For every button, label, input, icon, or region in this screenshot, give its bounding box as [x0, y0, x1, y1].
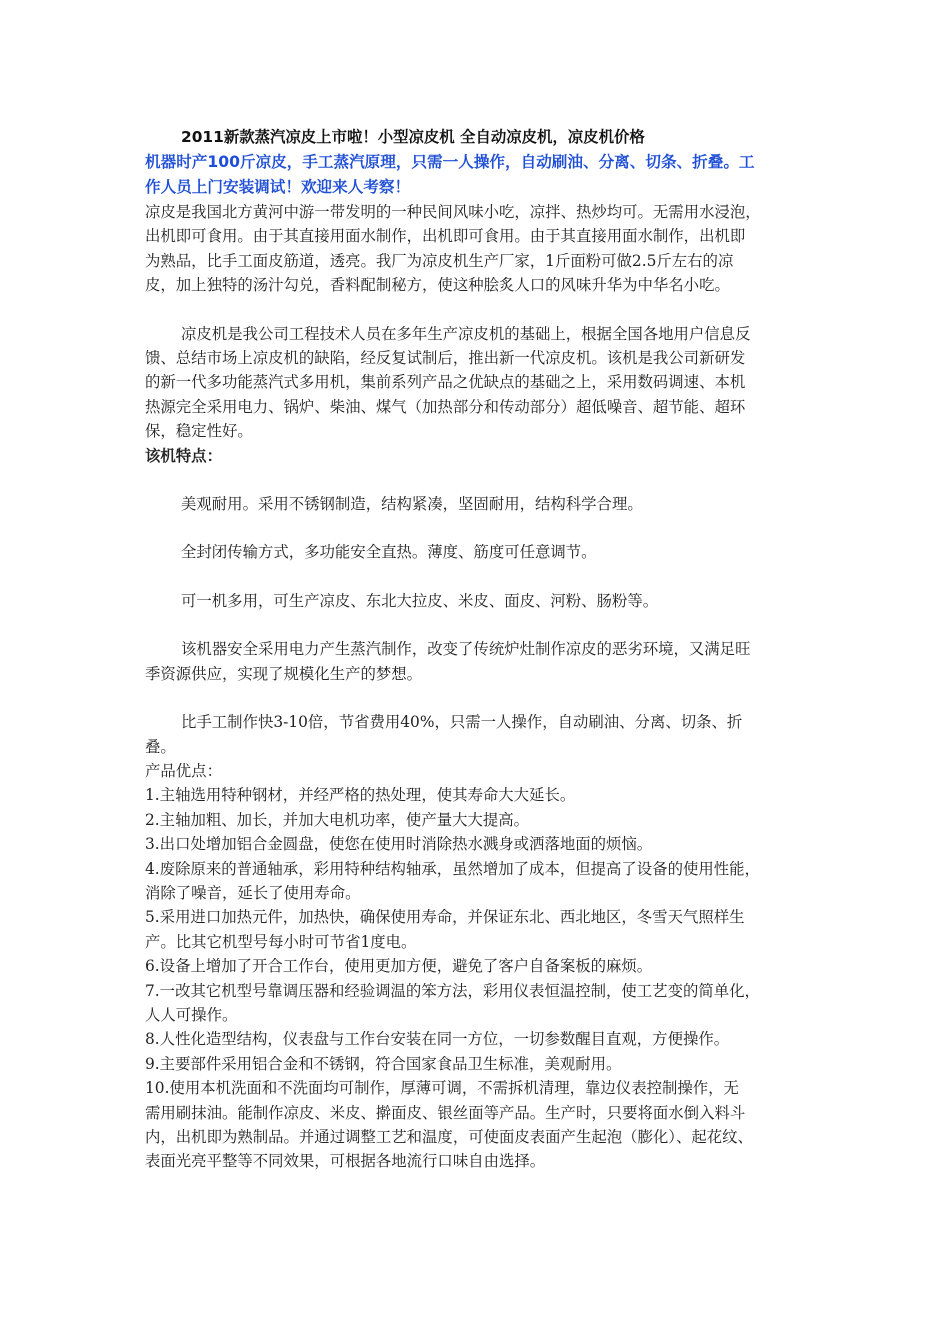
feature-4-line-2: 季资源供应，实现了规模化生产的梦想。: [145, 664, 423, 683]
intro-line-3: 为熟品，比手工面皮筋道，透亮。我厂为凉皮机生产厂家，1斤面粉可做2.5斤左右的凉: [145, 251, 734, 270]
feature-2: 全封闭传输方式，多功能安全直热。薄度、筋度可任意调节。: [181, 543, 597, 562]
advantage-line: 7.一改其它机型号靠调压器和经验调温的笨方法，彩用仪表恒温控制，使工艺变的简单化，: [145, 981, 760, 1000]
description-line-3: 的新一代多功能蒸汽式多用机，集前系列产品之优缺点的基础之上，采用数码调速、本机: [145, 373, 746, 392]
advantage-line: 8.人性化造型结构，仪表盘与工作台安装在同一方位，一切参数醒目直观，方便操作。: [145, 1030, 730, 1049]
advantage-line: 内，出机即为熟制品。并通过调整工艺和温度，可使面皮表面产生起泡（膨化）、起花纹、: [145, 1128, 753, 1146]
feature-5-line-1: 比手工制作快3-10倍，节省费用40%，只需一人操作，自动刷油、分离、切条、折: [181, 713, 743, 732]
advantages-heading: 产品优点：: [145, 761, 222, 780]
advantage-line: 需用刷抹油。能制作凉皮、米皮、擀面皮、银丝面等产品。生产时，只要将面水倒入料斗: [145, 1103, 746, 1122]
document-title: 2011新款蒸汽凉皮上市啦！小型凉皮机 全自动凉皮机，凉皮机价格: [181, 128, 645, 146]
feature-4-line-1: 该机器安全采用电力产生蒸汽制作，改变了传统炉灶制作凉皮的恶劣环境，又满足旺: [181, 640, 751, 659]
feature-5-line-2: 叠。: [145, 737, 176, 756]
advantage-line: 1.主轴选用特种钢材，并经严格的热处理，使其寿命大大延长。: [145, 786, 576, 805]
description-line-4: 热源完全采用电力、锅炉、柴油、煤气（加热部分和传动部分）超低噪音、超节能、超环: [145, 397, 746, 416]
spacer: [145, 613, 810, 637]
advantage-line: 人人可操作。: [145, 1005, 238, 1024]
intro-line-4: 皮，加上独特的汤汁勾兑，香料配制秘方，使这种脍炙人口的风味升华为中华名小吃。: [145, 276, 730, 295]
advantage-line: 6.设备上增加了开合工作台，使用更加方便，避免了客户自备案板的麻烦。: [145, 957, 653, 976]
advantage-line: 5.采用进口加热元件，加热快，确保使用寿命，并保证东北、西北地区，冬雪天气照样生: [145, 908, 745, 927]
spacer: [145, 468, 810, 492]
feature-1: 美观耐用。采用不锈钢制造，结构紧凑，坚固耐用，结构科学合理。: [181, 495, 643, 514]
intro-line-2: 出机即可食用。由于其直接用面水制作，出机即可食用。由于其直接用面水制作，出机即: [145, 227, 746, 246]
description-line-2: 馈、总结市场上凉皮机的缺陷，经反复试制后，推出新一代凉皮机。该机是我公司新研发: [145, 349, 746, 368]
advantage-line: 表面光亮平整等不同效果，可根据各地流行口味自由选择。: [145, 1152, 546, 1171]
document-page: [145, 124, 810, 1174]
highlight-line-1: 机器时产100斤凉皮，手工蒸汽原理，只需一人操作，自动刷油、分离、切条、折叠。工: [145, 153, 755, 171]
features-heading: 该机特点：: [145, 446, 222, 465]
feature-3: 可一机多用，可生产凉皮、东北大拉皮、米皮、面皮、河粉、肠粉等。: [181, 591, 659, 610]
advantage-line: 3.出口处增加铝合金圆盘，使您在使用时消除热水溅身或洒落地面的烦恼。: [145, 835, 653, 854]
advantage-line: 4.废除原来的普通轴承，彩用特种结构轴承，虽然增加了成本，但提高了设备的使用性能，: [145, 859, 760, 878]
advantage-line: 9.主要部件采用铝合金和不锈钢，符合国家食品卫生标准，美观耐用。: [145, 1054, 622, 1073]
spacer: [145, 298, 810, 322]
spacer: [145, 686, 810, 710]
advantage-line: 2.主轴加粗、加长，并加大电机功率，使产量大大提高。: [145, 810, 530, 829]
description-line-1: 凉皮机是我公司工程技术人员在多年生产凉皮机的基础上，根据全国各地用户信息反: [181, 324, 751, 343]
spacer: [145, 516, 810, 540]
spacer: [145, 565, 810, 589]
advantage-line: 10.使用本机洗面和不洗面均可制作，厚薄可调，不需拆机清理，靠边仪表控制操作，无: [145, 1079, 739, 1098]
description-line-5: 保，稳定性好。: [145, 422, 253, 441]
advantage-line: 消除了噪音，延长了使用寿命。: [145, 883, 361, 902]
advantage-line: 产。比其它机型号每小时可节省1度电。: [145, 932, 417, 951]
highlight-line-2: 作人员上门安装调试！欢迎来人考察！: [145, 178, 411, 196]
intro-line-1: 凉皮是我国北方黄河中游一带发明的一种民间风味小吃，凉拌、热炒均可。无需用水浸泡，: [145, 203, 761, 221]
